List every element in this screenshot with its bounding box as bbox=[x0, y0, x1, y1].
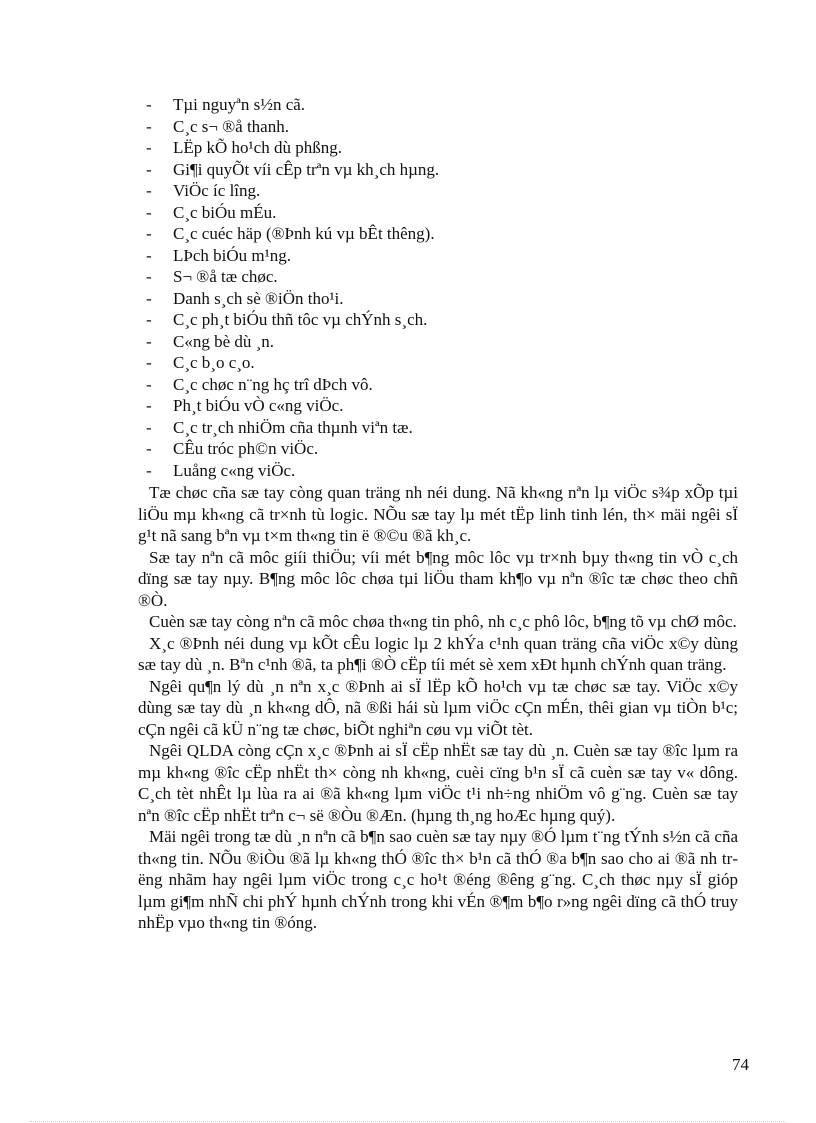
paragraph: Ngêi QLDA còng cÇn x¸c ®Þnh ai sÏ cËp nhËt sæ tay dù ¸n. Cuèn sæ tay ®îc lµm ra mµ kh«ng ®îc cËp nhËt th× còng nh kh«ng, cuèi cïng b¹n sÏ cã cuèn sæ tay v« dông. C¸ch tèt nhÊt lµ lùa ra ai ®ã kh«ng lµm viÖc t¹i nh÷ng nhiÖm vô g¨ng. Cuèn sæ tay nªn ®îc cËp nhËt trªn c¬ së ®Òu ®Æn. (hµng th¸ng hoÆc hµng quý). bbox=[138, 741, 738, 825]
list-item bbox=[146, 288, 746, 310]
list-item-text: C¸c chøc n¨ng hç trî dÞch vô. bbox=[173, 374, 373, 394]
list-item bbox=[146, 460, 746, 482]
bullet-dash: - bbox=[146, 310, 152, 329]
bullet-dash: - bbox=[146, 116, 152, 136]
list-item-text: C¸c biÓu mÉu. bbox=[173, 202, 277, 222]
footer-divider bbox=[30, 1121, 786, 1122]
paragraph: Sæ tay nªn cã môc giíi thiÖu; víi mét b¶ng môc lôc vµ tr×nh bµy th«ng tin vÒ c¸ch dïng sæ tay nµy. B¶ng môc lôc chøa tµi liÖu tham kh¶o vµ nªn ®îc tæ chøc theo chñ ®Ò. bbox=[138, 547, 738, 610]
bullet-dash: - bbox=[146, 288, 152, 308]
list-item bbox=[146, 94, 746, 116]
list-item bbox=[146, 137, 746, 159]
list-item bbox=[146, 266, 746, 288]
list-item-text: Danh s¸ch sè ®iÖn tho¹i. bbox=[173, 288, 344, 308]
bullet-dash: - bbox=[146, 267, 152, 286]
list-item-text: ViÖc íc lîng. bbox=[173, 181, 261, 200]
bullet-dash: - bbox=[146, 202, 152, 222]
bullet-dash: - bbox=[146, 181, 152, 200]
list-item bbox=[146, 180, 746, 202]
bullet-dash: - bbox=[146, 95, 152, 114]
list-item bbox=[146, 417, 746, 439]
list-item bbox=[146, 331, 746, 353]
list-item-text: Tµi nguyªn s½n cã. bbox=[173, 95, 306, 114]
paragraph: Mäi ngêi trong tæ dù ¸n nªn cã b¶n sao cuèn sæ tay nµy ®Ó lµm t¨ng tÝnh s½n cã cña th«ng tin. NÕu ®iÒu ®ã lµ kh«ng thÓ ®îc th× b¹n cã thÓ ®a b¶n sao cho ai ®ã nh trëng nhãm hay ngêi lµm viÖc trong c¸c ho¹t ®éng ®êng g¨ng. C¸ch thøc nµy sÏ gióp lµm gi¶m nhÑ chi phÝ hµnh chÝnh trong khi vÉn ®¶m b¶o r»ng ngêi dïng cã thÓ truy nhËp vµo th«ng tin ®óng. bbox=[138, 827, 738, 932]
bullet-dash: - bbox=[146, 245, 152, 265]
list-item-text: CÊu tróc ph©n viÖc. bbox=[173, 439, 319, 458]
bullet-dash: - bbox=[146, 159, 152, 179]
paragraph: Cuèn sæ tay còng nªn cã môc chøa th«ng tin phô, nh c¸c phô lôc, b¶ng tõ vµ chØ môc. bbox=[149, 612, 737, 631]
bullet-dash: - bbox=[146, 374, 152, 394]
list-item bbox=[146, 202, 746, 224]
list-item-text: C¸c tr¸ch nhiÖm cña thµnh viªn tæ. bbox=[173, 417, 413, 437]
list-item-text: C¸c b¸o c¸o. bbox=[173, 353, 255, 372]
bullet-dash: - bbox=[146, 396, 152, 415]
list-item bbox=[146, 245, 746, 267]
list-item-text: LÞch biÓu m¹ng. bbox=[173, 245, 291, 265]
list-item bbox=[146, 374, 746, 396]
list-item-text: S¬ ®å tæ chøc. bbox=[173, 267, 278, 286]
paragraph: Tæ chøc cña sæ tay còng quan träng nh néi dung. Nã kh«ng nªn lµ viÖc s¾p xÕp tµi liÖu mµ kh«ng cã tr×nh tù logic. NÕu sæ tay lµ mét tËp linh tinh lén, th× mäi ngêi sÏ g¹t nã sang bªn vµ t×m th«ng tin ë ®©u ®ã kh¸c. bbox=[138, 483, 738, 545]
bullet-dash: - bbox=[146, 460, 152, 480]
list-item-text: LËp kÕ ho¹ch dù phßng. bbox=[173, 138, 342, 157]
bullet-dash: - bbox=[146, 353, 152, 372]
list-item bbox=[146, 223, 746, 245]
list-item-text: C¸c s¬ ®å thanh. bbox=[173, 116, 289, 136]
paragraph: Ngêi qu¶n lý dù ¸n nªn x¸c ®Þnh ai sÏ lËp kÕ ho¹ch vµ tæ chøc sæ tay. ViÖc x©y dùng sæ tay dù ¸n kh«ng dÔ, nã ®ßi hái sù lµm viÖc cÇn mÉn, thêi gian vµ tiÒn b¹c; cÇn ngêi cã kÜ n¨ng tæ chøc, biÕt nghiªn cøu vµ viÕt tèt. bbox=[138, 676, 738, 739]
list-item bbox=[146, 395, 746, 417]
bullet-dash: - bbox=[146, 439, 152, 458]
bullet-list bbox=[146, 94, 746, 481]
list-item bbox=[146, 116, 746, 138]
page-number: 74 bbox=[732, 1055, 749, 1074]
paragraph: X¸c ®Þnh néi dung vµ kÕt cÊu logic lµ 2 khÝa c¹nh quan träng cña viÖc x©y dùng sæ tay dù ¸n. Bªn c¹nh ®ã, ta ph¶i ®Ò cËp tíi mét sè xem xÐt hµnh chÝnh quan träng. bbox=[138, 633, 738, 674]
list-item-text: C¸c cuéc häp (®Þnh kú vµ bÊt thêng). bbox=[173, 224, 435, 243]
list-item-text: Ph¸t biÓu vÒ c«ng viÖc. bbox=[173, 396, 344, 415]
bullet-dash: - bbox=[146, 224, 152, 243]
list-item bbox=[146, 352, 746, 374]
list-item-text: Luång c«ng viÖc. bbox=[173, 460, 296, 480]
list-item bbox=[146, 159, 746, 181]
bullet-dash: - bbox=[146, 331, 152, 351]
list-item-text: C¸c ph¸t biÓu thñ tôc vµ chÝnh s¸ch. bbox=[173, 310, 428, 329]
list-item bbox=[146, 309, 746, 331]
body-text bbox=[138, 482, 738, 934]
list-item-text: C«ng bè dù ¸n. bbox=[173, 331, 275, 351]
bullet-dash: - bbox=[146, 417, 152, 437]
list-item-text: Gi¶i quyÕt víi cÊp trªn vµ kh¸ch hµng. bbox=[173, 159, 440, 179]
bullet-dash: - bbox=[146, 138, 152, 157]
list-item bbox=[146, 438, 746, 460]
